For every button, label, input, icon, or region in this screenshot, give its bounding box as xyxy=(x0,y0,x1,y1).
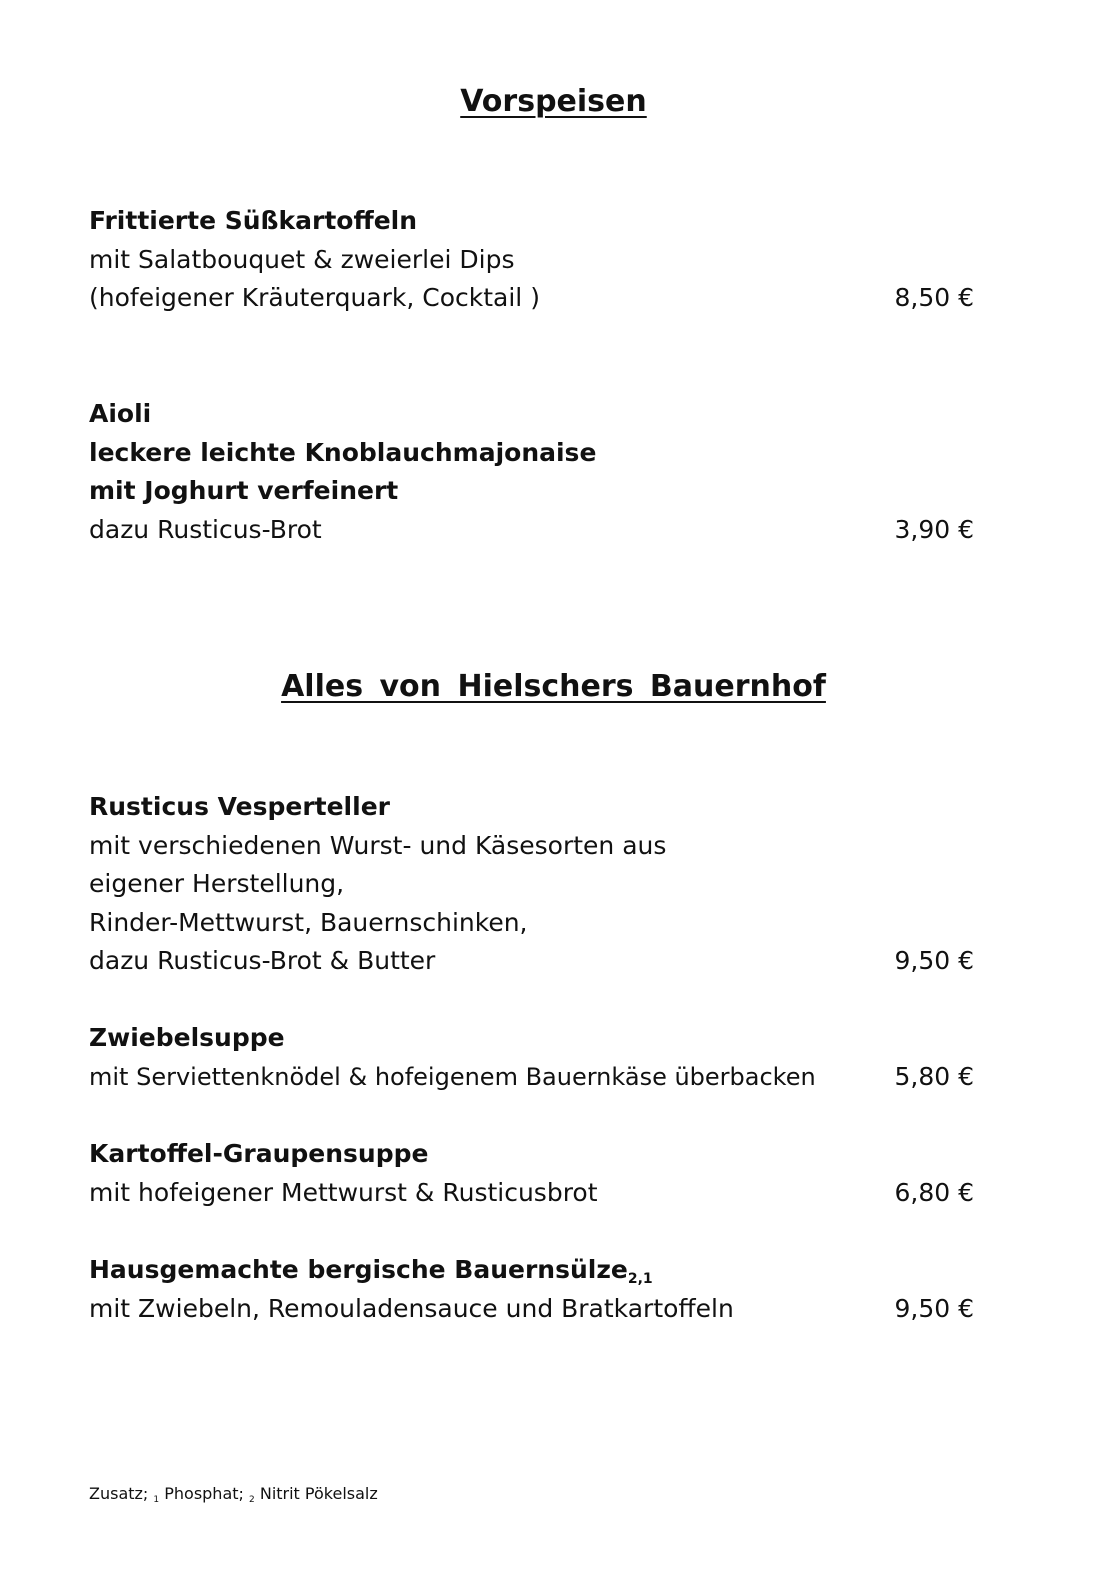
item-description xyxy=(89,1174,974,1213)
item-description-text: mit hofeigener Mettwurst & Rusticusbrot xyxy=(89,1177,598,1207)
item-description-text: mit Zwiebeln, Remouladensauce und Bratkartoffeln xyxy=(89,1293,734,1323)
item-price: 5,80 € xyxy=(894,1061,974,1091)
footnote-prefix: Zusatz; xyxy=(89,1484,149,1503)
item-name: leckere leichte Knoblauchmajonaise xyxy=(89,437,597,467)
item-description-text: dazu Rusticus-Brot xyxy=(89,514,322,544)
menu-item-aioli xyxy=(89,395,974,549)
item-description-text: (hofeigener Kräuterquark, Cocktail ) xyxy=(89,283,540,312)
menu-item-graupensuppe xyxy=(89,1135,974,1212)
footnote-marker-2: 2 xyxy=(249,1495,255,1505)
item-description: eigener Herstellung, xyxy=(89,869,345,898)
menu-item-vesperteller xyxy=(89,788,974,981)
item-description xyxy=(89,1058,974,1097)
menu-item-bauernsuelze xyxy=(89,1251,974,1328)
item-description xyxy=(89,942,974,981)
item-description-text: dazu Rusticus-Brot & Butter xyxy=(89,946,436,975)
item-description: mit Salatbouquet & zweierlei Dips xyxy=(89,244,515,274)
item-description xyxy=(89,511,974,550)
item-price: 9,50 € xyxy=(894,1293,974,1323)
menu-item-zwiebelsuppe xyxy=(89,1019,974,1096)
footnote-text-1: Phosphat; xyxy=(164,1484,244,1503)
item-name: mit Joghurt verfeinert xyxy=(89,476,399,505)
additive-marker: 2,1 xyxy=(627,1271,653,1287)
item-description: mit verschiedenen Wurst- und Käsesorten aus xyxy=(89,830,667,860)
item-name: Aioli xyxy=(89,399,152,428)
item-name: Frittierte Süßkartoffeln xyxy=(89,206,418,235)
item-description: Rinder-Mettwurst, Bauernschinken, xyxy=(89,907,528,937)
item-name: Rusticus Vesperteller xyxy=(89,792,390,821)
item-name xyxy=(89,1251,974,1290)
item-name-text: Hausgemachte bergische Bauernsülze xyxy=(89,1255,628,1284)
item-price: 3,90 € xyxy=(894,514,974,544)
item-name: Kartoffel-Graupensuppe xyxy=(89,1139,429,1168)
footnote-marker-1: 1 xyxy=(153,1495,160,1505)
item-price: 8,50 € xyxy=(894,283,974,312)
section-title-bauernhof: Alles von Hielschers Bauernhof xyxy=(281,669,826,704)
additives-footnote xyxy=(89,1484,378,1503)
footnote-text-2: Nitrit Pökelsalz xyxy=(259,1484,378,1503)
item-price: 6,80 € xyxy=(894,1177,974,1207)
item-description xyxy=(89,279,974,318)
item-name: Zwiebelsuppe xyxy=(89,1023,285,1052)
item-description xyxy=(89,1290,974,1329)
section-title-vorspeisen: Vorspeisen xyxy=(460,84,647,119)
menu-item-suesskartoffeln xyxy=(89,202,974,318)
item-price: 9,50 € xyxy=(894,946,974,975)
item-description-text: mit Serviettenknödel & hofeigenem Bauernkäse überbacken xyxy=(89,1062,816,1091)
